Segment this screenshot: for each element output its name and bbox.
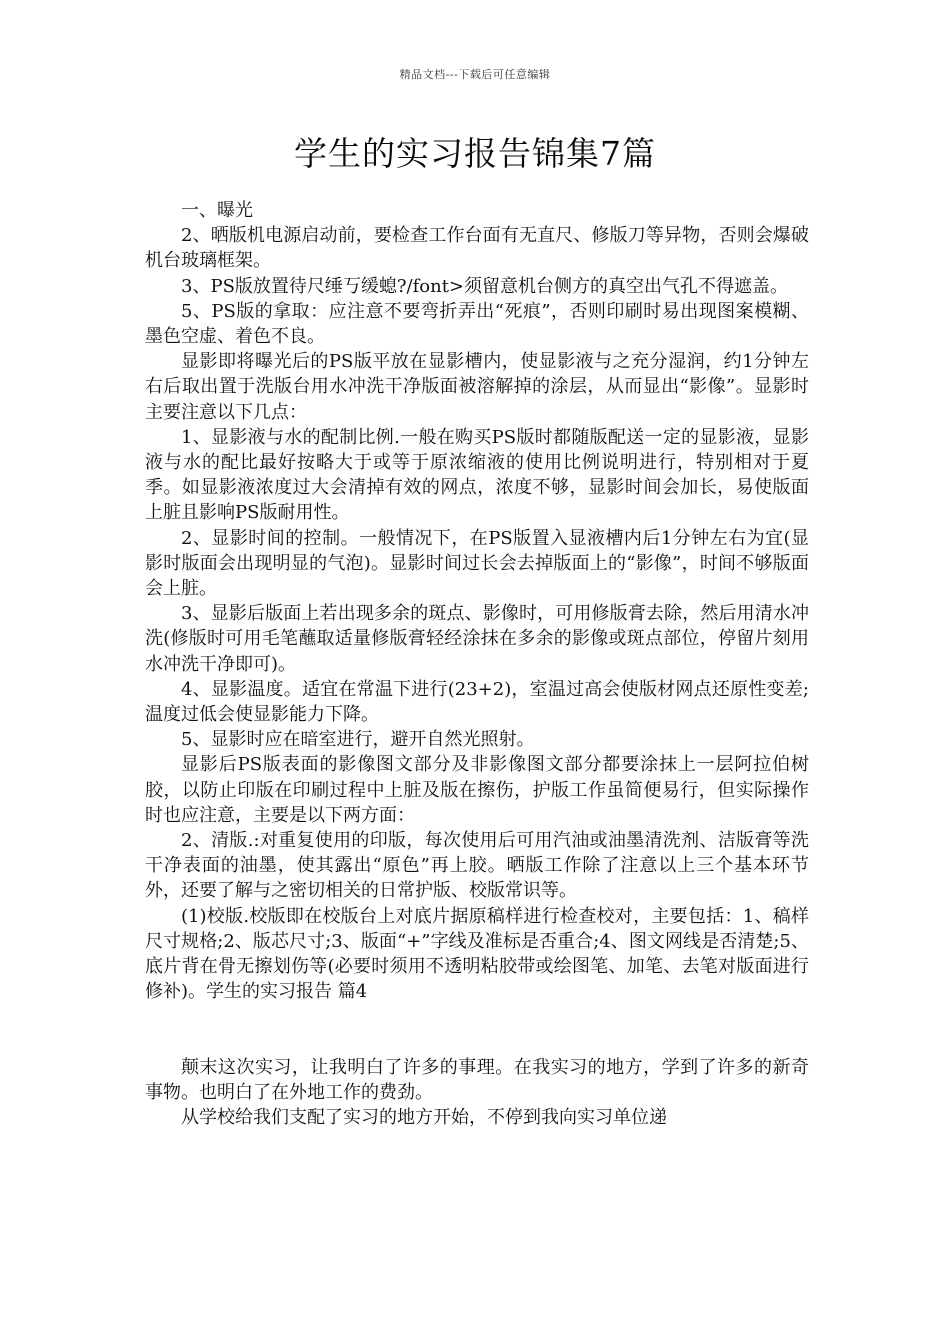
- document-title: 学生的实习报告锦集7篇: [294, 134, 656, 173]
- paragraph: 一、曝光: [181, 200, 253, 221]
- paragraph: (1)校版.校版即在校版台上对底片据原稿样进行检查校对，主要包括：1、稿样尺寸规格;2、版芯尺寸;3、版面“+”字线及准标是否重合;4、图文网线是否清楚;5、底片背在骨无擦划伤等(必要时须用不透明粘胶带或绘图笔、加笔、去笔对版面进行修补)。学生的实习报告 篇4: [145, 905, 809, 1003]
- paragraph: 2、清版.:对重复使用的印版，每次使用后可用汽油或油墨清洗剂、洁版膏等洗干净表面的油墨，使其露出“原色”再上胶。晒版工作除了注意以上三个基本环节外，还要了解与之密切相关的日常护版、校版常识等。: [145, 830, 809, 902]
- paragraph: 从学校给我们支配了实习的地方开始，不停到我向实习单位递: [181, 1106, 667, 1128]
- paragraph: 3、显影后版面上若出现多余的斑点、影像时，可用修版膏去除，然后用清水冲洗(修版时可用毛笔蘸取适量修版膏轻经涂抹在多余的影像或斑点部位，停留片刻用水冲洗干净即可)。: [145, 603, 809, 675]
- paragraph: 5、显影时应在暗室进行，避开自然光照射。: [181, 729, 535, 751]
- paragraph: 5、PS版的拿取：应注意不要弯折弄出“死痕”，否则印刷时易出现图案模糊、墨色空虚、着色不良。: [145, 300, 809, 348]
- header-note: 精品文档---下载后可任意编辑: [399, 68, 551, 81]
- paragraph: 3、PS版放置待尺缍丂缓螅?/font>须留意机台侧方的真空出气孔不得遮盖。: [181, 275, 789, 297]
- paragraph: 颠末这次实习，让我明白了许多的事理。在我实习的地方，学到了许多的新奇事物。也明白了在外地工作的费劲。: [145, 1056, 809, 1103]
- paragraph: 显影即将曝光后的PS版平放在显影槽内，使显影液与之充分湿润，约1分钟左右后取出置于洗版台用水冲洗干净版面被溶解掉的涂层，从而显出“影像”。显影时主要注意以下几点：: [145, 351, 809, 423]
- paragraph: 显影后PS版表面的影像图文部分及非影像图文部分都要涂抹上一层阿拉伯树胶，以防止印版在印刷过程中上脏及版在擦伤，护版工作虽简便易行，但实际操作时也应注意，主要是以下两方面：: [145, 754, 809, 826]
- paragraph-spacer: [145, 1005, 809, 1055]
- paragraph: 2、晒版机电源启动前，要检查工作台面有无直尺、修版刀等异物，否则会爆破机台玻璃框架。: [145, 225, 809, 272]
- paragraph: 1、显影液与水的配制比例.一般在购买PS版时都随版配送一定的显影液，显影液与水的配比最好按略大于或等于原浓缩液的使用比例说明进行，特别相对于夏季。如显影液浓度过大会清掉有效的网点，浓度不够，显影时间会加长，易使版面上脏且影响PS版耐用性。: [145, 426, 809, 524]
- document-body: [145, 198, 809, 1130]
- paragraph: 4、显影温度。适宜在常温下进行(23+2)，室温过高会使版材网点还原性变差;温度过低会使显影能力下降。: [145, 678, 809, 726]
- paragraph: 2、显影时间的控制。一般情况下，在PS版置入显液槽内后1分钟左右为宜(显影时版面会出现明显的气泡)。显影时间过长会去掉版面上的“影像”，时间不够版面会上脏。: [145, 527, 809, 600]
